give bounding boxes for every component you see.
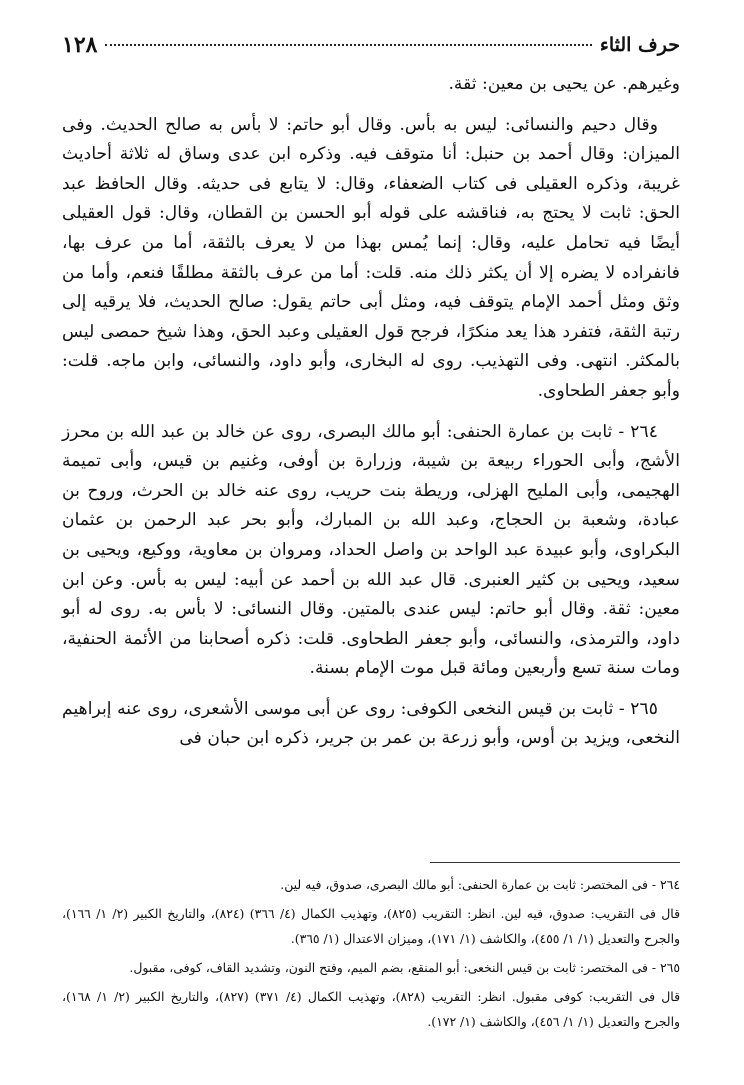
page-header [62,30,680,60]
footnote-264: ٢٦٤ - فى المختصر: ثابت بن عمارة الحنفى: أبو مالك البصرى، صدوق، فيه لين. [280,877,680,892]
footnote-divider [430,862,680,863]
footnote-264-references: قال فى التقريب: صدوق، فيه لين. انظر: التقريب (٨٢٥)، وتهذيب الكمال (٤/ ٣٦٦) (٨٢٤)، والتاريخ الكبير (٢/ ١/ ١٦٦)، والجرح والتعديل (١/ ١/ ٤٥٥)، والكاشف (١/ ١٧١)، وميزان الاعتدال (١/ ٣٦٥). [62,906,681,946]
page-number: ١٢٨ [62,32,98,58]
running-title: حرف الثاء [599,34,680,56]
entry-265: ٢٦٥ - ثابت بن قيس النخعى الكوفى: روى عن أبى موسى الأشعرى، روى عنه إبراهيم النخعى، ويزيد بن أوس، وأبو زرعة بن عمر بن جرير، ذكره ابن حبان فى [62,698,680,749]
paragraph: وقال دحيم والنسائى: ليس به بأس. وقال أبو حاتم: لا بأس به صالح الحديث. وفى الميزان: وقال أحمد بن حنبل: أنا متوقف فيه. وذكره ابن عدى وساق له ثلاثة أحاديث غريبة، وذكره العقيلى فى كتاب الضعفاء، وقال: لا يتابع فى حديثه. وقال الحافظ عبد الحق: ثابت لا يحتج به، فناقشه على قوله أبو الحسن بن القطان، وقال: قول العقيلى أيضًا فيه تحامل عليه، وقال: إنما يُمس بهذا من لا يعرف بالثقة، أما من عرف بها، فانفراده لا يضره إلا أن يكثر ذلك منه. قلت: أما من عرف بالثقة مطلقًا فنعم، وأما من وثق ومثل أحمد الإمام يتوقف فيه، ومثل أبى حاتم يقول: صالح الحديث، فلا يرقيه إلى رتبة الثقة، فتفرد هذا يعد منكرًا، فرجح قول العقيلى وعبد الحق، وهذا شيخ حمصى ليس بالمكثر. انتهى. وفى التهذيب. روى له البخارى، وأبو داود، والنسائى، وابن ماجه. قلت: وأبو جعفر الطحاوى. [62,114,680,401]
entry-264: ٢٦٤ - ثابت بن عمارة الحنفى: أبو مالك البصرى، روى عن خالد بن عبد الله بن محرز الأشج، وأبى الحوراء ربيعة بن شيبة، وزرارة بن أوفى، وغنيم بن قيس، وأبى تميمة الهجيمى، وأبى المليح الهزلى، وريطة بنت حريب، روى عنه خالد بن الحرث، وروح بن عبادة، وشعبة بن الحجاج، وعبد الله بن المبارك، وأبو بحر عبد الرحمن بن عثمان البكراوى، وأبو عبيدة عبد الواحد بن واصل الحداد، ومروان بن معاوية، ووكيع، ويحيى بن سعيد، ويحيى بن كثير العنبرى. قال عبد الله بن أحمد عن أبيه: ليس به بأس. وعن ابن معين: ثقة. وقال أبو حاتم: ليس عندى بالمتين. وقال النسائى: لا بأس به. روى له أبو داود، والترمذى، والنسائى، وأبو جعفر الطحاوى. قلت: ذكره أصحابنا من الأئمة الحنفية، ومات سنة تسع وأربعين ومائة قبل موت الإمام بسنة. [62,421,680,679]
header-dotted-leader [105,44,591,46]
footnote-265-references: قال فى التقريب: كوفى مقبول. انظر: التقريب (٨٢٨)، وتهذيب الكمال (٤/ ٣٧١) (٨٢٧)، والتاريخ الكبير (٢/ ١/ ١٦٨)، والجرح والتعديل (١/ ١/ ٤٥٦)، والكاشف (١/ ١٧٢). [62,989,680,1029]
footnote-265: ٢٦٥ - فى المختصر: ثابت بن قيس النخعى: أبو المنقع، بضم الميم، وفتح النون، وتشديد القاف، كوفى، مقبول. [129,960,680,975]
paragraph-continuation: وغيرهم. عن يحيى بن معين: ثقة. [448,74,680,94]
main-text [62,70,680,765]
footnotes [62,872,680,1038]
